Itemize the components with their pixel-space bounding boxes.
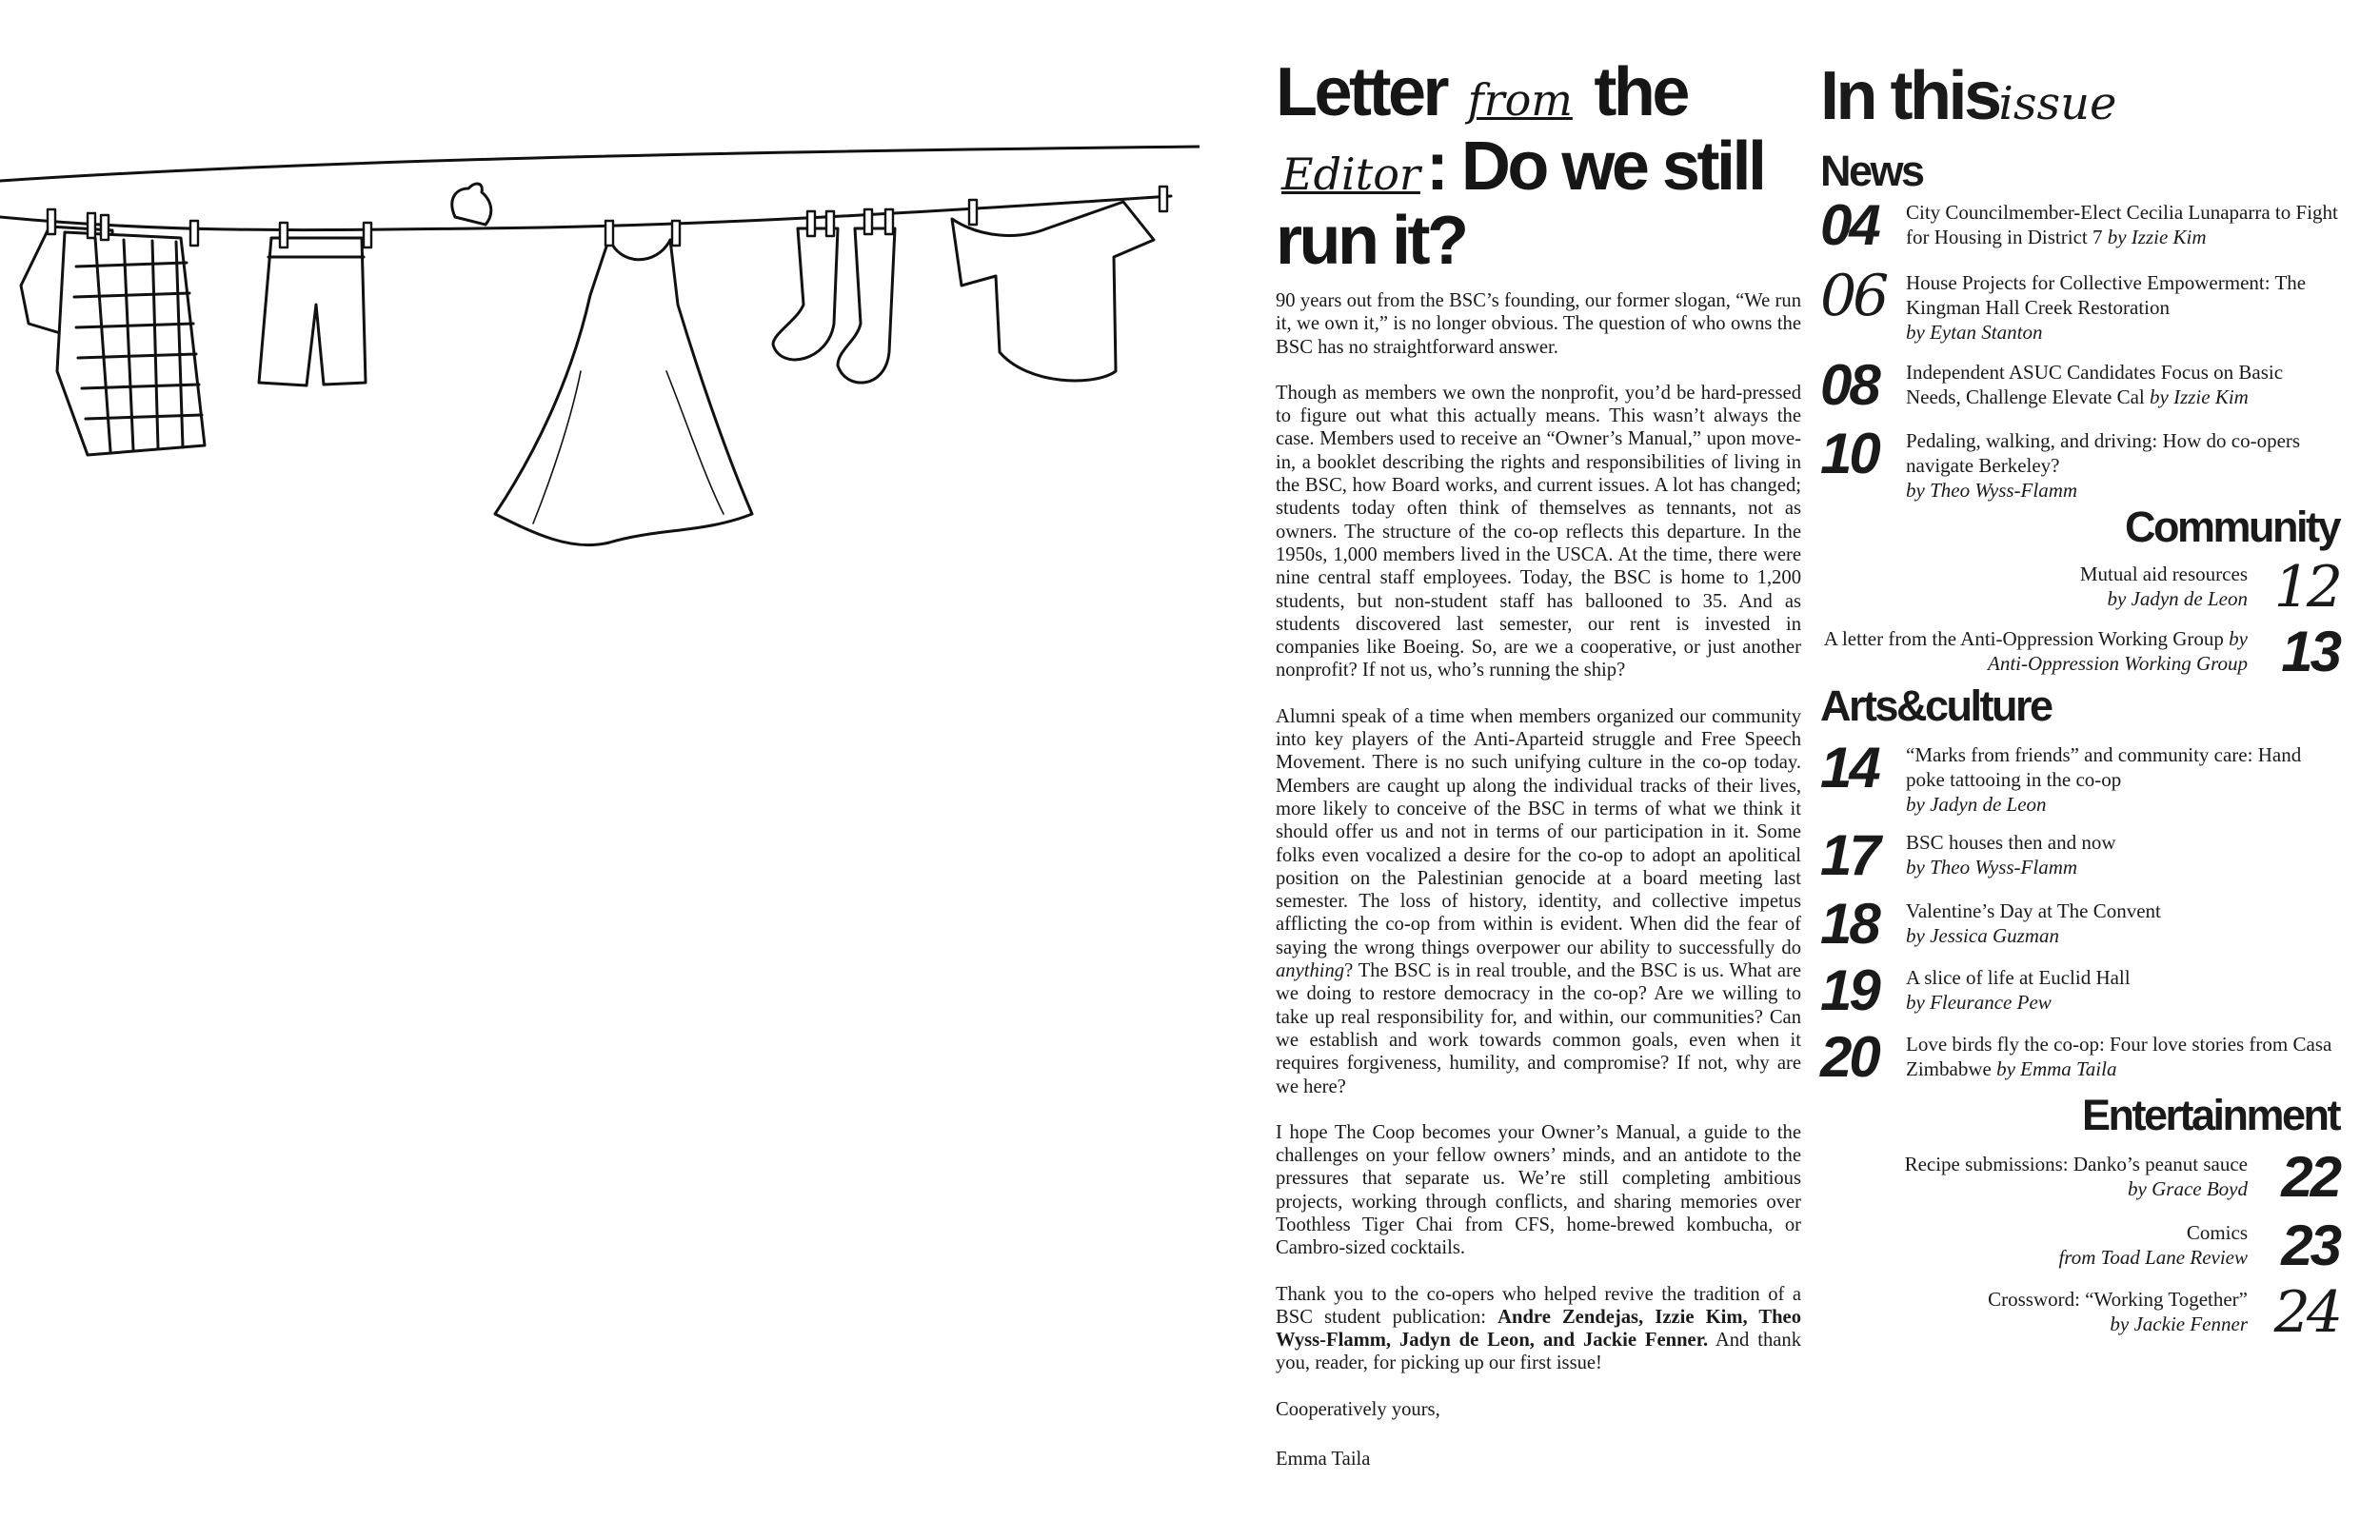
toc-entry[interactable] — [1820, 424, 2339, 503]
section-entertainment: Entertainment — [2081, 1091, 2339, 1139]
page-number: 23 — [2281, 1214, 2339, 1277]
towel-icon — [21, 209, 205, 455]
article-byline: by Jadyn de Leon — [1906, 793, 2047, 816]
toc-entry[interactable] — [1820, 823, 2339, 887]
article-description — [2058, 1216, 2248, 1270]
article-title: Recipe submissions: Danko’s peanut sauce — [1904, 1153, 2248, 1175]
news-list — [1820, 193, 2339, 503]
article-byline: by Emma Taila — [1996, 1057, 2117, 1080]
letter-body — [1276, 289, 1801, 1375]
page-number: 22 — [2281, 1145, 2339, 1209]
clothesline-illustration — [0, 133, 1200, 571]
paragraph-text: And thank you, reader, for picking up our first issue! — [1276, 1330, 1801, 1374]
section-community: Community — [2125, 503, 2339, 551]
section-arts-culture: Arts&culture — [1820, 681, 2052, 730]
article-title: Independent ASUC Candidates Focus on Basic Needs, Challenge Elevate Cal — [1906, 361, 2284, 408]
page-number: 08 — [1820, 353, 1878, 417]
article-title: Comics — [2186, 1221, 2248, 1244]
article-description — [1906, 424, 2339, 503]
article-title: House Projects for Collective Empowerment: The Kingman Hall Creek Restoration — [1906, 271, 2307, 319]
headline-script: Editor — [1281, 148, 1420, 200]
article-description — [1906, 826, 2116, 879]
page-number: 06 — [1820, 263, 1886, 329]
article-byline: by Fleurance Pew — [1906, 991, 2052, 1014]
toc-entry[interactable] — [1820, 1279, 2339, 1346]
shorts-icon — [259, 223, 371, 385]
article-description — [1906, 961, 2131, 1015]
headline-part: Letter — [1276, 54, 1447, 130]
paragraph: I hope The Coop becomes your Owner’s Manual, a guide to the challenges on your fellow owners’ minds, and an antidote to the pressures that separate us. We’re still completing ambitious projects, working through conflicts, and sharing memories over Toothless Tiger Chai from CFS, home-brewed kombucha, or Cambro-sized cocktails. — [1276, 1121, 1801, 1259]
article-title: A letter from the Anti-Oppression Working Group — [1823, 627, 2230, 650]
dress-icon — [495, 221, 752, 545]
article-title: Valentine’s Day at The Convent — [1906, 899, 2161, 922]
toc-entry[interactable] — [1820, 1025, 2339, 1089]
entertainment-list — [1820, 1145, 2339, 1346]
article-byline: by Jessica Guzman — [1906, 924, 2059, 947]
paragraph: Though as members we own the nonprofit, you’d be hard-pressed to figure out what this actually means. This wasn’t always the case. Members used to receive an “Owner’s Manual,” upon move-in, a booklet describing the rights and responsibilities of living in the BSC, how Board works, and current issues. A lot has changed; students today often think of themselves as tennants, not as owners. The structure of the co-op reflects this departure. In the 1950s, 1,000 members lived in the USCA. At the time, there were nine central staff employees. Today, the BSC is home to 1,200 students, but non-student staff has ballooned to 35. And as students discovered last semester, our rent is invested in companies like Boeing. So, are we a cooperative, or just another nonprofit? If not us, who’s running the ship? — [1276, 382, 1801, 681]
arts-list — [1820, 736, 2339, 1089]
page-number: 13 — [2281, 620, 2339, 683]
paragraph — [1276, 705, 1801, 1098]
article-description — [1820, 622, 2248, 676]
page-number: 24 — [2273, 1279, 2339, 1346]
toc-entry[interactable] — [1820, 892, 2339, 956]
closing: Cooperatively yours, — [1276, 1398, 1440, 1420]
page-number: 04 — [1820, 193, 1878, 257]
article-title: Crossword: “Working Together” — [1988, 1288, 2248, 1311]
signature: Emma Taila — [1276, 1448, 1371, 1470]
article-description — [1906, 1028, 2339, 1081]
article-title: City Councilmember-Elect Cecilia Lunaparra to Fight for Housing in District 7 — [1906, 201, 2338, 248]
clothesline-rope — [0, 147, 1200, 181]
page-number: 14 — [1820, 736, 1878, 800]
toc-entry[interactable] — [1820, 1216, 2339, 1275]
bird-icon — [452, 184, 491, 225]
article-byline: by Theo Wyss-Flamm — [1906, 479, 2078, 502]
toc-entry[interactable] — [1820, 193, 2339, 257]
article-byline: by Grace Boyd — [2128, 1177, 2248, 1200]
article-byline: by Izzie Kim — [2150, 385, 2249, 408]
paragraph — [1276, 1283, 1801, 1375]
article-byline: by Izzie Kim — [2107, 226, 2207, 248]
toc-title-script: issue — [1998, 77, 2117, 130]
article-title: “Marks from friends” and community care: Hand poke tattooing in the co-op — [1906, 743, 2302, 791]
toc-entry[interactable] — [1820, 958, 2339, 1022]
page-number: 18 — [1820, 892, 1878, 956]
emphasis-text: anything — [1276, 960, 1345, 982]
article-title: Love birds fly the co-op: Four love stories from Casa Zimbabwe — [1906, 1033, 2332, 1080]
community-list — [1820, 554, 2339, 683]
paragraph-text: ? The BSC is in real trouble, and the BSC is us. What are we doing to restore democracy in the co-op? Are we willing to take up real responsibility for, and within, our communities? Can we establish and work towards common goals, even when it requires forgiveness, humility, and compromise? If not, why are we here? — [1276, 960, 1801, 1097]
toc-entry[interactable] — [1820, 622, 2339, 681]
page-number: 12 — [2273, 554, 2339, 621]
article-description — [1988, 1283, 2248, 1336]
editor-letter — [1276, 54, 1801, 1497]
article-description — [1906, 356, 2339, 409]
headline-part: the — [1594, 54, 1687, 130]
toc-title-text: In this — [1820, 58, 1999, 134]
article-description — [2080, 558, 2248, 611]
article-description — [1906, 739, 2339, 817]
paragraph-text: Alumni speak of a time when members organized our community into key players of the Anti-Aparteid struggle and Free Speech Movement. There is no such unifying culture in the co-op today. Members are caught up along the individual tracks of their lives, more likely to conceive of the BSC in terms of what we think it should offer us and not in terms of our participation in it. Some folks even vocalized a desire for the co-op to adopt an apolitical position on the Palestinian genocide at a board meeting last semester. The loss of history, identity, and collective impetus afflicting the co-op from within is evident. When did the fear of saying the wrong things overpower our ability to successfully do — [1276, 705, 1801, 958]
toc-entry[interactable] — [1820, 263, 2339, 345]
article-description — [1906, 895, 2161, 948]
article-description — [1906, 196, 2339, 249]
socks-icon — [773, 209, 895, 383]
section-news: News — [1820, 147, 1923, 195]
page-number: 19 — [1820, 958, 1878, 1022]
article-byline: by Eytan Stanton — [1906, 321, 2043, 344]
toc-title — [1820, 59, 2339, 141]
paragraph-text: Thank you to the co-opers who helped revive the tradition of a BSC student publication: — [1276, 1283, 1801, 1328]
toc-entry[interactable] — [1820, 353, 2339, 417]
article-description — [1906, 267, 2339, 345]
article-title: BSC houses then and now — [1906, 831, 2116, 854]
letter-signoff — [1276, 1398, 1801, 1471]
letter-headline — [1276, 54, 1801, 279]
article-byline: by Theo Wyss-Flamm — [1906, 856, 2078, 879]
article-byline: from Toad Lane Review — [2058, 1246, 2248, 1269]
table-of-contents — [1820, 58, 2339, 1346]
page-number: 20 — [1820, 1025, 1878, 1089]
toc-entry[interactable] — [1820, 736, 2339, 817]
paragraph: 90 years out from the BSC’s founding, our former slogan, “We run it, we own it,” is no longer obvious. The question of who owns the BSC has no straightforward answer. — [1276, 290, 1801, 358]
article-title: A slice of life at Euclid Hall — [1906, 966, 2131, 989]
clothesline-rope-lower — [0, 196, 1171, 230]
contributor-names: Andre Zendejas, Izzie Kim, Theo Wyss-Flamm, Jadyn de Leon, and Jackie Fenner. — [1276, 1306, 1801, 1352]
toc-entry[interactable] — [1820, 1145, 2339, 1209]
headline-script: from — [1467, 74, 1573, 126]
article-byline: by Jadyn de Leon — [2107, 587, 2248, 610]
article-title: Pedaling, walking, and driving: How do co-opers navigate Berkeley? — [1906, 429, 2301, 477]
page-number: 17 — [1820, 823, 1878, 887]
article-byline: by Anti-Oppression Working Group — [1988, 627, 2248, 675]
article-title: Mutual aid resources — [2079, 563, 2248, 585]
page-number: 10 — [1820, 422, 1878, 485]
headline-part: : Do we still run it? — [1276, 128, 1764, 279]
tshirt-icon — [952, 187, 1167, 381]
article-description — [1905, 1148, 2248, 1201]
article-byline: by Jackie Fenner — [2110, 1313, 2248, 1335]
toc-entry[interactable] — [1820, 554, 2339, 621]
